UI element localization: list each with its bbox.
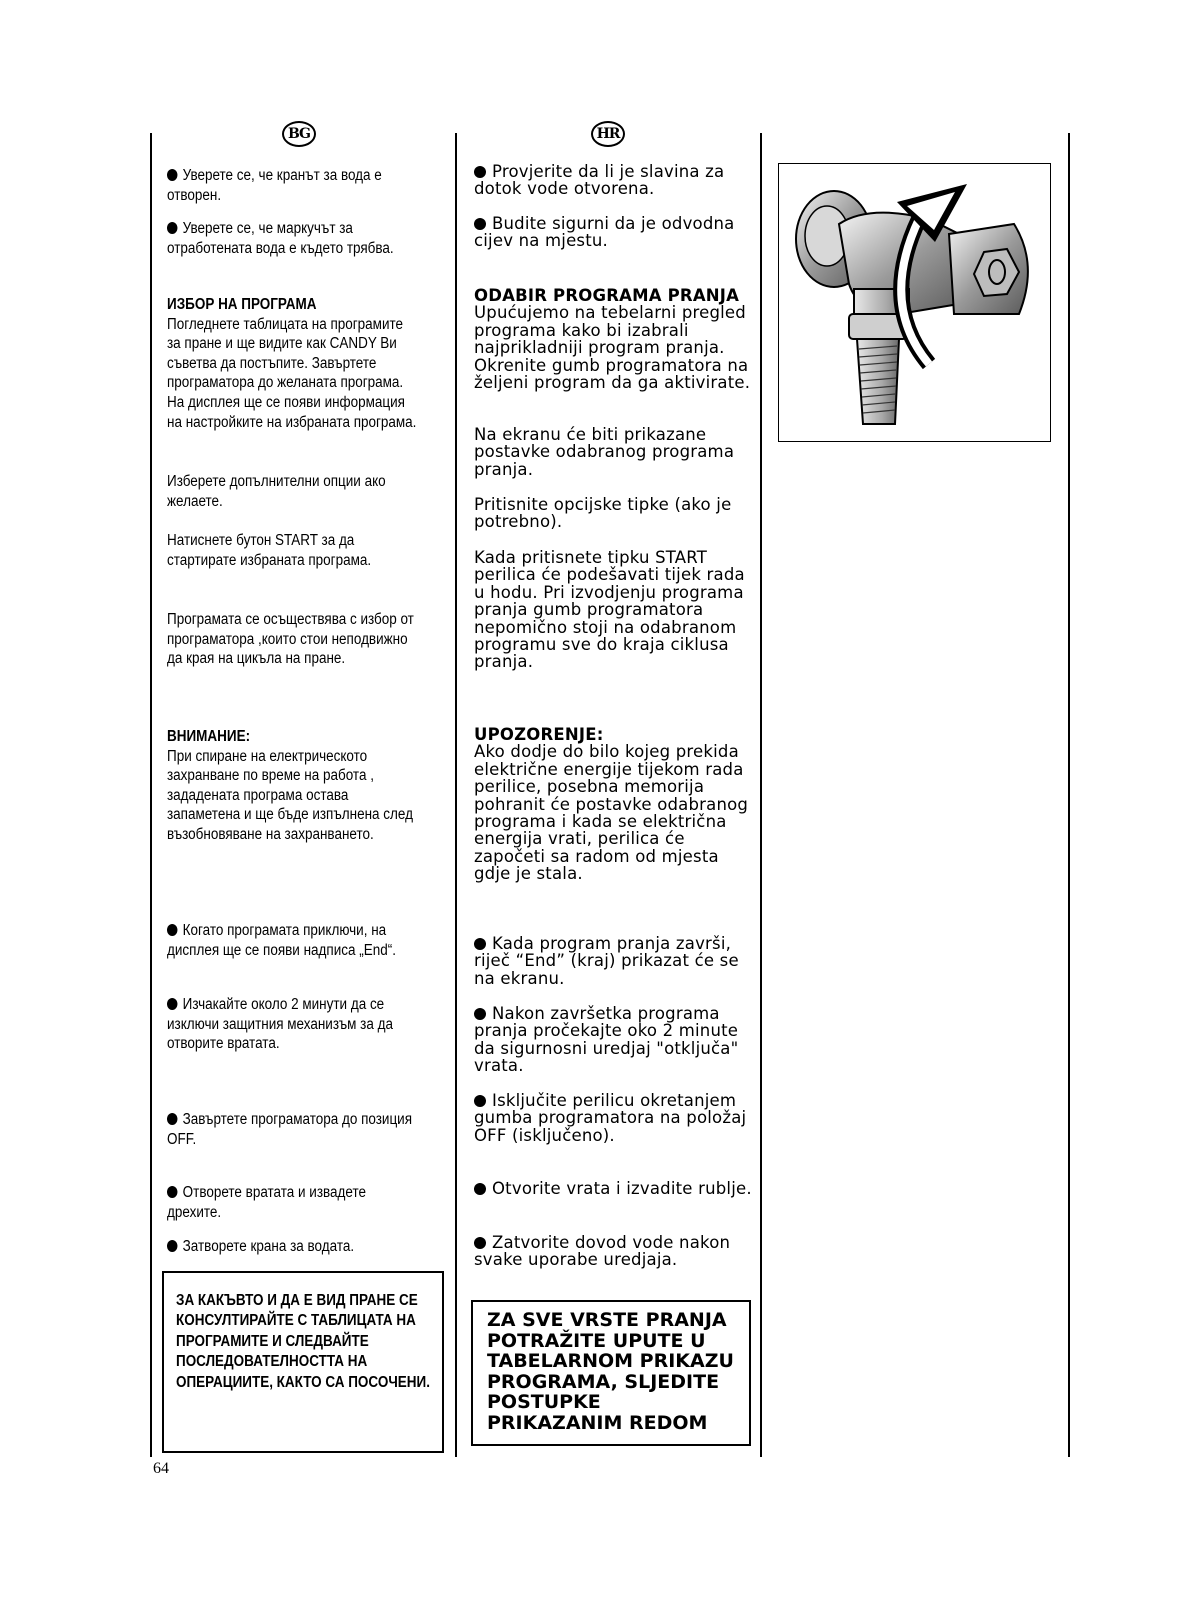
bg-paragraph-start: Натиснете бутон START за да стартирате избраната програма.: [167, 532, 372, 569]
bg-bullet-wait: Изчакайте около 2 минути да се изключи защитния механизъм за да отворите вратата.: [167, 996, 393, 1053]
bullet-icon: [474, 218, 486, 230]
bg-paragraph-options: Изберете допълнителни опции ако желаете.: [167, 473, 386, 510]
language-badge-hr: HR: [591, 121, 625, 147]
column-divider-2: [455, 133, 457, 1457]
hr-paragraph-display: Na ekranu će biti prikazane postavke odabranog programa pranja.: [474, 425, 735, 479]
bullet-icon: [167, 1113, 177, 1125]
page-number: 64: [153, 1460, 169, 1477]
column-divider-4: [1068, 133, 1070, 1457]
hr-notice-text: ZA SVE VRSTE PRANJA POTRAŽITE UPUTE U TABELARNOM PRIKAZU PROGRAMA, SLJEDITE POSTUPKE PRIKAZANIM REDOM: [487, 1309, 734, 1434]
bullet-icon: [474, 1183, 486, 1195]
bullet-icon: [167, 998, 177, 1010]
hr-bullet-drain-hose: Budite sigurni da je odvodna cijev na mjestu.: [474, 214, 735, 251]
bg-notice-box: [162, 1271, 444, 1453]
water-tap-illustration: [778, 163, 1051, 442]
hr-bullet-open-door: Otvorite vrata i izvadite rublje.: [474, 1180, 754, 1197]
hr-bullet-off: Isključite perilicu okretanjem gumba programatora na položaj OFF (isključeno).: [474, 1091, 747, 1145]
bg-paragraph-programmer: Програмата се осъществява с избор от програматора ,които стои неподвижно да края на цикъла на пране.: [167, 611, 414, 668]
hr-section-program-selection: ODABIR PROGRAMA PRANJA Upućujemo na tebelarni pregled programa kako bi izabrali najprikladniji program pranja. Okrenite gumb programatora na željeni program da ga aktivirate.: [474, 287, 754, 391]
hr-heading-warning: UPOZORENJE:: [474, 725, 604, 744]
bg-section-warning: ВНИМАНИЕ: При спиране на електрическото захранване по време на работа , зададената програма остава запаметена и ще бъде изпълнена след възобновяване на захранването.: [167, 727, 419, 845]
hr-paragraph-start: Kada pritisnete tipku START perilica će podešavati tijek rada u hodu. Pri izvodjenju programa pranja gumb programatora nepomično stoji na odabranom programu sve do kraja ciklusa pranja.: [474, 548, 745, 672]
bullet-icon: [167, 1186, 177, 1198]
bg-bullet-end: Когато програмата приключи, на дисплея ще се появи надписа „End“.: [167, 922, 396, 959]
bg-bullet-tap-open: Уверете се, че кранът за вода е отворен.: [167, 167, 382, 204]
bullet-icon: [474, 1237, 486, 1249]
hr-section-warning: UPOZORENJE: Ako dodje do bilo kojeg prekida električne energije tijekom rada perilice, posebna memorija pohranit će postavke odabranog programa i kada se električna energija vrati, perilica će započeti sa radom od mjesta gdje je stala.: [474, 726, 754, 883]
bullet-icon: [167, 924, 177, 936]
language-badge-bg: BG: [282, 121, 316, 147]
bg-bullet-close-tap: Затворете крана за водата.: [167, 1237, 419, 1257]
bullet-icon: [167, 1240, 177, 1252]
bg-heading-program-selection: ИЗБОР НА ПРОГРАМА: [167, 296, 317, 313]
bullet-icon: [474, 1008, 486, 1020]
hr-bullet-wait: Nakon završetka programa pranja pročekajte oko 2 minute da sigurnosni uredjaj "otključa" vrata.: [474, 1004, 739, 1076]
water-tap-icon: [779, 164, 1049, 440]
bullet-icon: [474, 938, 486, 950]
bg-heading-warning: ВНИМАНИЕ:: [167, 728, 251, 745]
hr-bullet-end: Kada program pranja završi, riječ “End” (kraj) prikazat će se na ekranu.: [474, 934, 739, 988]
bg-notice-text: ЗА КАКЪВТО И ДА Е ВИД ПРАНЕ СЕ КОНСУЛТИРАЙТЕ С ТАБЛИЦАТА НА ПРОГРАМИТЕ И СЛЕДВАЙТЕ ПОСЛЕДОВАТЕЛНОСТТА НА ОПЕРАЦИИТЕ, КАКТО СА ПОСОЧЕНИ.: [176, 1292, 430, 1391]
hr-heading-program-selection: ODABIR PROGRAMA PRANJA: [474, 286, 740, 305]
column-divider-1: [150, 133, 152, 1457]
hr-bullet-tap-open: Provjerite da li je slavina za dotok vode otvorena.: [474, 162, 725, 199]
bullet-icon: [167, 169, 177, 181]
bg-bullet-drain-hose: Уверете се, че маркучът за отработената вода е където трябва.: [167, 220, 394, 257]
bg-bullet-open-door: Отворете вратата и извадете дрехите.: [167, 1184, 366, 1221]
hr-paragraph-options: Pritisnite opcijske tipke (ako je potrebno).: [474, 495, 732, 532]
bg-bullet-off: Завъртете програматора до позиция OFF.: [167, 1111, 413, 1148]
bg-section-program-selection: ИЗБОР НА ПРОГРАМА Погледнете таблицата на програмите за пране и ще видите как CANDY Ви съветва да постъпите. Завъртете програматора до желаната програма. На дисплея ще се появи информация на настройките на избраната програма.: [167, 295, 419, 432]
column-divider-3: [760, 133, 762, 1457]
bullet-icon: [167, 222, 177, 234]
hr-notice-box: [471, 1300, 751, 1446]
hr-bullet-close-tap: Zatvorite dovod vode nakon svake uporabe uredjaja.: [474, 1233, 731, 1270]
bullet-icon: [474, 1095, 486, 1107]
bullet-icon: [474, 166, 486, 178]
